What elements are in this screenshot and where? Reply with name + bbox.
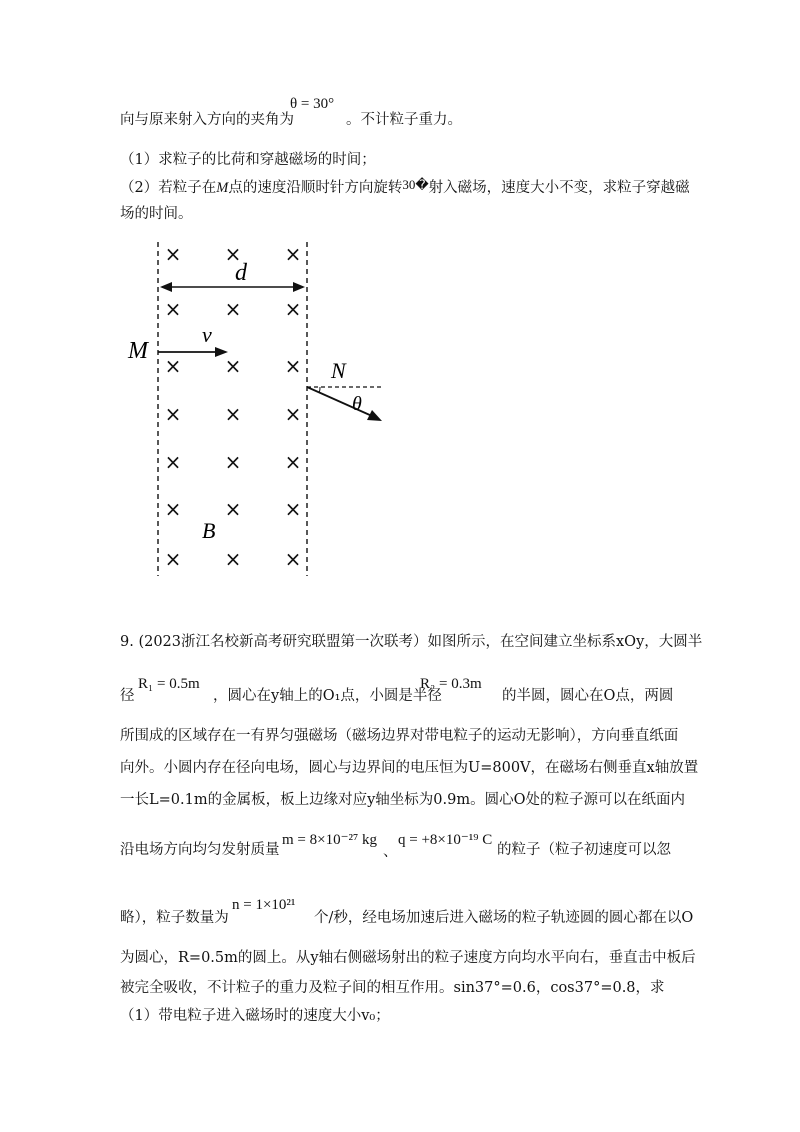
label-d: d [235,260,247,286]
p9-l5: 一长L=0.1m的金属板，板上边缘对应y轴坐标为0.9m。圆心O处的粒子源可以在纸面内 [120,792,685,808]
label-B: B [202,518,216,543]
q2-part-c: 射入磁场，速度大小不变，求粒子穿越磁 [428,180,690,196]
field-cross: × [164,402,182,426]
field-cross: × [224,450,242,474]
field-cross: × [224,354,242,378]
p8-line1-text: 向与原来射入方向的夹角为 [120,112,294,128]
field-cross: × [284,402,302,426]
exit-arrow-head [367,410,382,421]
p9-l7b: 个/秒，经电场加速后进入磁场的粒子轨迹圆的圆心都在以O [314,910,694,926]
p8-question-2-cont: 场的时间。 [120,206,193,222]
field-cross: × [284,242,302,266]
p9-question-1: （1）带电粒子进入磁场时的速度大小v₀； [120,1008,390,1024]
p9-l6a: 沿电场方向均匀发射质量 [120,842,280,858]
field-cross: × [284,450,302,474]
q2-part-a: （2）若粒子在 [120,180,217,196]
formula-charge: q = +8×10⁻¹⁹ C [398,832,493,848]
field-cross: × [164,547,182,571]
exit-velocity-arrow [307,387,372,416]
p9-header: 9. (2023浙江名校新高考研究联盟第一次联考）如图所示，在空间建立坐标系xOy，大圆半 [120,634,703,650]
field-cross: × [224,402,242,426]
field-cross: × [164,242,182,266]
q2-angle: 30� [402,177,429,192]
q2-point-M: M [216,180,229,196]
field-cross: × [284,497,302,521]
formula-R2: R₂ = 0.3m [420,676,482,692]
field-cross: × [164,497,182,521]
formula-n: n = 1×10²¹ [232,897,296,913]
field-cross: × [224,547,242,571]
field-crosses [165,242,302,571]
q2-part-b: 点的速度沿顺时针方向旋转 [228,180,403,196]
p9-l6-sep: 、 [383,844,398,860]
p9-l6b: 的粒子（粒子初速度可以忽 [497,842,671,858]
formula-R1: R₁ = 0.5m [138,676,200,692]
p9-l8: 为圆心，R=0.5m的圆上。从y轴右侧磁场射出的粒子速度方向均水平向右，垂直击中板后 [120,950,696,966]
field-cross: × [164,297,182,321]
p8-question-1: （1）求粒子的比荷和穿越磁场的时间； [120,152,376,168]
field-cross: × [164,450,182,474]
width-arrow-left-head [160,282,172,292]
width-arrow-right-head [293,282,305,292]
p8-question-2 [120,177,690,197]
p9-l3: 所围成的区域存在一有界匀强磁场（磁场边界对带电粒子的运动无影响），方向垂直纸面 [120,728,679,744]
label-v: v [202,322,212,347]
field-cross: × [164,354,182,378]
field-cross: × [284,297,302,321]
p9-l2c: 的半圆，圆心在O点，两圆 [502,688,674,704]
magnetic-field-diagram [120,236,400,581]
field-cross: × [284,354,302,378]
p9-l7a: 略），粒子数量为 [120,910,229,926]
p9-l2b: ，圆心在y轴上的O₁点，小圆是半径 [213,688,442,704]
p8-line1-tail: 。不计粒子重力。 [346,112,462,128]
field-cross: × [284,547,302,571]
field-cross: × [224,497,242,521]
label-N: N [331,358,346,383]
label-theta: θ [352,393,362,415]
formula-mass: m = 8×10⁻²⁷ kg [282,832,377,848]
p9-l2a: 径 [120,688,135,704]
label-M: M [128,338,148,364]
field-cross: × [224,242,242,266]
p9-l4: 向外。小圆内存在径向电场，圆心与边界间的电压恒为U=800V，在磁场右侧垂直x轴放置 [120,760,699,776]
p8-line1 [120,112,294,129]
field-cross: × [224,297,242,321]
theta-formula: θ = 30° [290,96,335,112]
p9-l9: 被完全吸收，不计粒子的重力及粒子间的相互作用。sin37°=0.6，cos37°=0.8，求 [120,980,665,996]
